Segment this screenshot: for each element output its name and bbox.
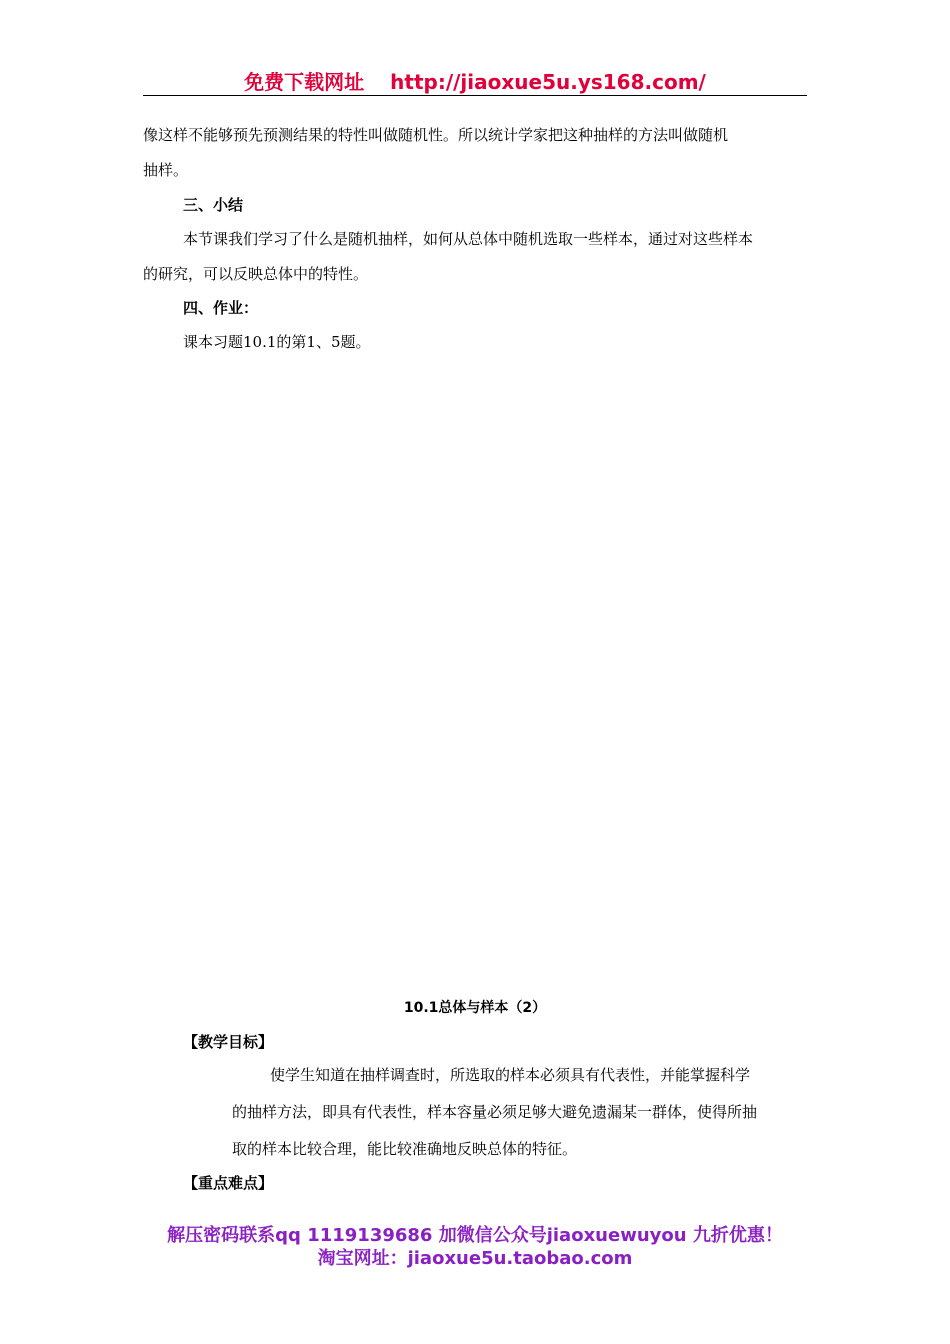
paragraph-line: 的抽样方法，即具有代表性，样本容量必须足够大避免遗漏某一群体，使得所抽 bbox=[232, 1103, 758, 1121]
paragraph-line: 本节课我们学习了什么是随机抽样，如何从总体中随机选取一些样本，通过对这些样本 bbox=[183, 230, 754, 248]
page-header bbox=[143, 66, 807, 95]
teaching-goals-heading: 【教学目标】 bbox=[183, 1033, 274, 1051]
paragraph-line: 的研究，可以反映总体中的特性。 bbox=[143, 265, 369, 283]
paragraph-line: 取的样本比较合理，能比较准确地反映总体的特征。 bbox=[232, 1140, 578, 1158]
section-heading-summary: 三、小结 bbox=[183, 196, 244, 214]
lesson-title: 10.1总体与样本（2） bbox=[403, 1000, 547, 1016]
paragraph-line: 像这样不能够预先预测结果的特性叫做随机性。所以统计学家把这种抽样的方法叫做随机 bbox=[143, 126, 729, 144]
section-heading-homework: 四、作业： bbox=[183, 299, 259, 317]
header-url-link[interactable]: http://jiaoxue5u.ys168.com/ bbox=[390, 70, 706, 94]
paragraph-line: 课本习题10.1的第1、5题。 bbox=[183, 333, 371, 351]
paragraph-line: 使学生知道在抽样调查时，所选取的样本必须具有代表性，并能掌握科学 bbox=[270, 1066, 751, 1084]
header-label: 免费下载网址 bbox=[244, 70, 365, 94]
key-points-heading: 【重点难点】 bbox=[183, 1174, 274, 1192]
paragraph-line: 抽样。 bbox=[143, 161, 189, 179]
footer-taobao-link[interactable]: 淘宝网址：jiaoxue5u.taobao.com bbox=[317, 1248, 633, 1269]
header-divider bbox=[143, 95, 807, 96]
footer-contact: 解压密码联系qq 1119139686 加微信公众号jiaoxuewuyou 九折优惠！ bbox=[167, 1225, 783, 1246]
